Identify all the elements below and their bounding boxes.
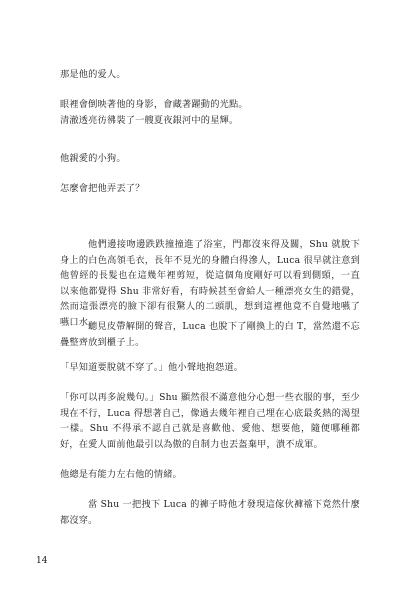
paragraph-9: 「你可以再多說幾句。」Shu 顯然很不滿意他分心想一些衣服的事，至少現在不行，Luca 得想著自己，像過去幾年裡自己埋在心底最炙熱的渴望一樣。Shu 不得承不認自己就是喜歡他、愛他、想要他，隨便哪種都好，在愛人面前他最引以為傲的自制力也丟盔棄甲，潰不成軍。: [60, 392, 360, 450]
paragraph-5: 怎麼會把他弄丟了？: [60, 183, 145, 194]
paragraph-8: 「早知道要脫就不穿了。」他小聲地抱怨道。: [60, 362, 244, 373]
paragraph-1: 那是他的爱人。: [60, 69, 126, 80]
paragraph-10: 他總是有能力左右他的情緒。: [60, 469, 183, 480]
paragraph-2: 眼裡會倒映著他的身影，會藏著躍動的光點。: [60, 99, 248, 110]
paragraph-11: 當 Shu 一把拽下 Luca 的褲子時他才發現這傢伙褲襠下竟然什麼都沒穿。: [60, 499, 360, 526]
page-number: 14: [36, 556, 48, 566]
paragraph-7: 聽見皮帶解開的聲音，Luca 也脫下了剛換上的白 T，當然還不忘疊整齊放到櫃子上。: [60, 321, 360, 348]
paragraph-3: 清澈透亮彷彿裝了一艘夏夜銀河中的星輝。: [60, 115, 239, 126]
paragraph-6: 他們邊接吻邊跌跌撞撞進了浴室，門都沒來得及關，Shu 就脫下身上的白色高領毛衣，長年不見光的身體白得滲人，Luca 很早就注意到他曾經的長髮也在這幾年裡剪短，從這個角度剛好可以看到側頸，一直以來他都覺得 Shu 非常好看，有時候甚至會給人一種漂亮女生的錯覺，然而這張漂亮的臉下卻有很驚人的二頭肌，想到這裡他竟不自覺地嚥了嚥口水。: [60, 239, 360, 328]
paragraph-4: 他親愛的小狗。: [60, 153, 126, 164]
